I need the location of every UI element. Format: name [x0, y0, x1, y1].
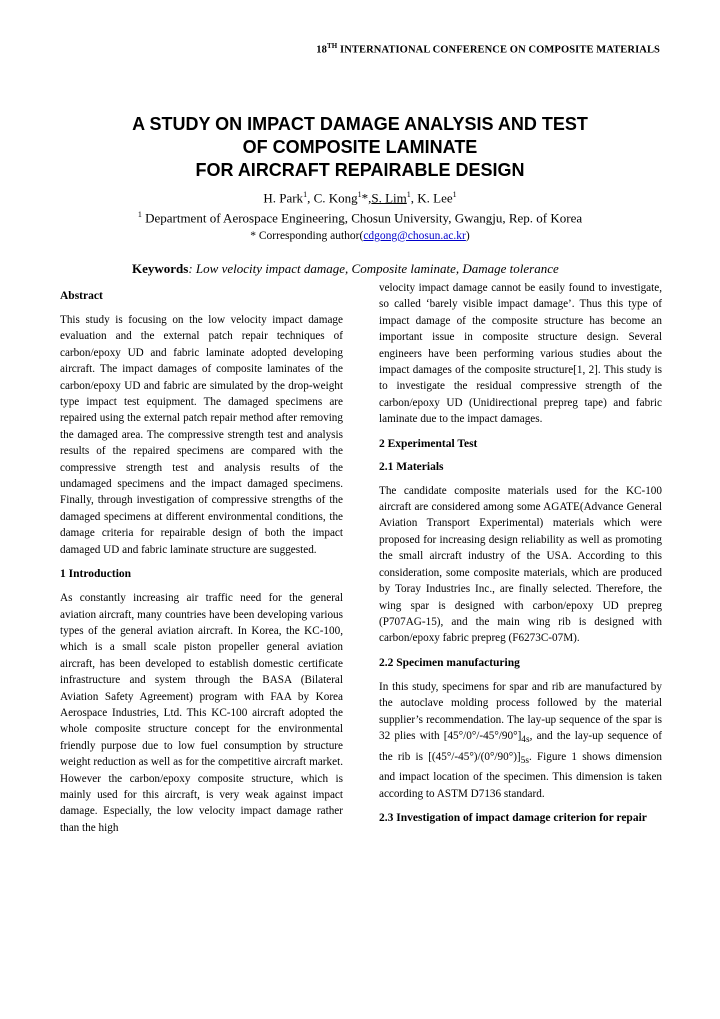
- paper-title: [60, 113, 660, 182]
- abstract-heading: Abstract: [60, 290, 103, 302]
- investigation-heading: 2.3 Investigation of impact damage criterion for repair: [379, 812, 647, 825]
- author-list: H. Park$^1$, C. Kong$^1$*,S. Lim$^1$, K. Lee$^1$: [263, 190, 457, 206]
- specimen-heading: 2.2 Specimen manufacturing: [379, 656, 520, 669]
- materials-text: The candidate composite materials used for the KC-100 aircraft are considered among some AGATE(Advance General Aviation Transport Experimental) materials which were proposed for increasing design reliability as well as promoting the small aircraft industry of the USA. According to this consideration, some composite materials, which are produced by Toray Industries Inc., are finally selected. Therefore, the wing spar is designed with carbon/epoxy UD prepreg (P707AG-15), and the main wing rib is designed with carbon/epoxy fabric prepreg (F6273C-07M).: [379, 484, 662, 645]
- specimen-text: In this study, specimens for spar and rib are manufactured by the autoclave molding process followed by the material supplier’s recommendation. The lay-up sequence of the spar is 32 plies with $[45^\circ/0^\circ/-45^\circ/90^\circ]_{4s}$, and the lay-up sequence of the rib is $[(45^\circ/-45^\circ)/(0^\circ/90^\circ)]_{5s}$. Figure 1 shows dimension and impact location of the specimen. This dimension is taken according to ASTM D7136 standard.: [379, 680, 662, 800]
- running-header: 18TH INTERNATIONAL CONFERENCE ON COMPOSITE MATERIALS: [316, 42, 660, 56]
- keywords: Keywords: Low velocity impact damage, Composite laminate, Damage tolerance: [132, 261, 559, 276]
- title-line-3: FOR AIRCRAFT REPAIRABLE DESIGN: [195, 160, 525, 180]
- abstract-text: This study is focusing on the low velocity impact damage evaluation and the external patch repair techniques of carbon/epoxy UD and fabric laminate adopted developing aircraft. The impact damages of composite laminates of the carbon/epoxy UD and fabric are simulated by the drop-weight type impact test equipment. The damaged specimens are repaired using the external patch repair method after removing the damaged area. The compressive strength test and analysis results of the repaired specimens are compared with the compressive strength test and analysis results of the undamaged specimens and the impact damaged specimens. Finally, through investigation of compressive strengths of the damaged specimens at different environmental conditions, the damage criteria for repairable design of both the impact damaged UD and fabric laminate structure are suggested.: [60, 314, 343, 556]
- right-column: [379, 280, 662, 834]
- corresponding-author: * Corresponding author(cdgong@chosun.ac.kr): [250, 230, 470, 242]
- experimental-heading: 2 Experimental Test: [379, 437, 478, 450]
- affiliation: $^1$ Department of Aerospace Engineering, Chosun University, Gwangju, Rep. of Korea: [137, 210, 583, 226]
- materials-heading: 2.1 Materials: [379, 460, 444, 473]
- title-line-1: A STUDY ON IMPACT DAMAGE ANALYSIS AND TEST: [132, 114, 588, 134]
- intro-text: As constantly increasing air traffic need for the general aviation aircraft, many countries have been developing various types of the general aviation aircraft. In Korea, the KC-100, which is a small scale piston propeller general aviation aircraft, has been developed to establish domestic certificate infrastructure and system through the BASA (Bilateral Aviation Safety Agreement) program with FAA by Korea Aerospace Industries, Ltd. This KC-100 aircraft adopted the whole composite structure concept for the environmental friendly purpose due to low fuel consumption by structure weight reduction as well as for the competitive aircraft market. However the carbon/epoxy composite structure, which is mainly used for this aircraft, is very weak against impact damage. Especially, the low velocity impact damage rather than the high: [60, 592, 343, 834]
- title-line-2: OF COMPOSITE LAMINATE: [242, 137, 478, 157]
- email-link[interactable]: cdgong@chosun.ac.kr: [363, 230, 466, 242]
- intro-heading: 1 Introduction: [60, 568, 132, 581]
- left-column: [60, 280, 343, 845]
- intro-continued: velocity impact damage cannot be easily found to investigate, so called ‘barely visible impact damage’. Thus this type of impact damage of the composite structure has become an important issue in composite structure design. Several engineers have been performing various studies about the impact damages of the composite structure[1, 2]. This study is to investigate the residual compressive strength of the carbon/epoxy UD (Unidirectional prepreg tape) and fabric laminate due to the impact damages.: [379, 282, 662, 426]
- author-underlined: S. Lim: [371, 190, 407, 206]
